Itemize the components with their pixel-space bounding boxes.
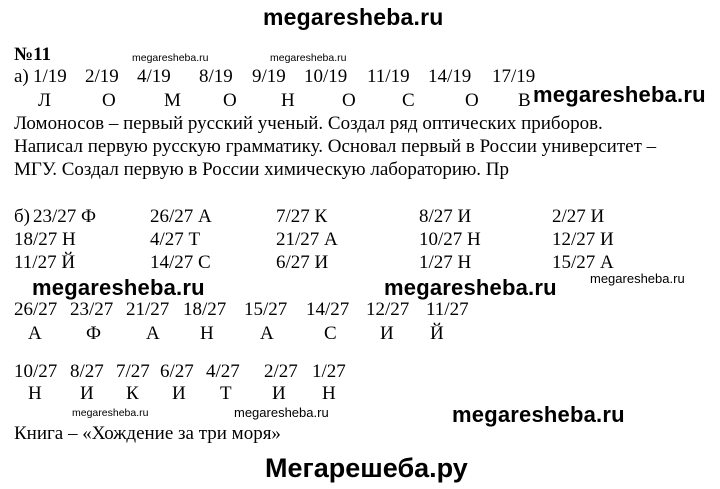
fraction: 17/19	[492, 66, 536, 87]
letter: О	[342, 90, 356, 111]
fraction: 2/27	[264, 361, 298, 382]
letter: И	[80, 383, 94, 404]
watermark-big: megaresheba.ru	[384, 275, 557, 300]
letter: А	[260, 323, 274, 344]
fraction: 23/27	[70, 299, 114, 320]
letter: И	[272, 383, 286, 404]
grid-cell: 12/27 И	[552, 229, 614, 250]
grid-cell: 23/27 Ф	[33, 206, 97, 227]
watermark-big: megaresheba.ru	[533, 82, 706, 107]
paragraph-line: МГУ. Создал первую в России химическую лабораторию. Пр	[14, 159, 509, 180]
footer-watermark: Мегарешеба.ру	[265, 453, 468, 483]
letter: Н	[200, 323, 214, 344]
letter: О	[223, 90, 237, 111]
fraction: 14/19	[428, 66, 472, 87]
fraction: 7/27	[116, 361, 150, 382]
watermark-mid: megaresheba.ru	[590, 271, 685, 286]
grid-cell: 2/27 И	[552, 206, 605, 227]
grid-cell: 18/27 Н	[14, 229, 76, 250]
fraction: 26/27	[14, 299, 58, 320]
fraction: 11/27	[426, 299, 469, 320]
fraction: 12/27	[366, 299, 410, 320]
grid-cell: 15/27 А	[552, 252, 614, 273]
letter: С	[324, 323, 337, 344]
letter: Т	[220, 383, 232, 404]
fraction: 4/19	[137, 66, 171, 87]
fraction: 2/19	[85, 66, 119, 87]
header-watermark: megaresheba.ru	[263, 4, 444, 30]
watermark-small: megaresheba.ru	[72, 407, 149, 419]
grid-cell: 26/27 А	[150, 206, 212, 227]
letter: О	[102, 90, 116, 111]
grid-cell: 14/27 С	[150, 252, 211, 273]
letter: К	[126, 383, 139, 404]
letter: Ф	[86, 323, 102, 344]
fraction: 8/19	[199, 66, 233, 87]
book-line: Книга – «Хождение за три моря»	[14, 423, 281, 444]
grid-cell: 6/27 И	[276, 252, 329, 273]
watermark-big: megaresheba.ru	[32, 275, 205, 300]
fraction: 18/27	[183, 299, 227, 320]
letter: Й	[430, 323, 444, 344]
letter: Н	[322, 383, 336, 404]
fraction: 15/27	[244, 299, 288, 320]
fraction: 8/27	[70, 361, 104, 382]
fraction: 14/27	[306, 299, 350, 320]
fraction: 10/19	[304, 66, 348, 87]
task-number: №11	[14, 44, 52, 65]
fraction: 10/27	[14, 361, 58, 382]
letter: О	[465, 90, 479, 111]
fraction: 1/27	[312, 361, 346, 382]
fraction: 4/27	[206, 361, 240, 382]
fraction: 9/19	[252, 66, 286, 87]
watermark-mid: megaresheba.ru	[234, 405, 329, 420]
paragraph-line: Написал первую русскую грамматику. Основал первый в России университет –	[14, 136, 657, 157]
watermark-big: megaresheba.ru	[452, 402, 625, 427]
grid-cell: 8/27 И	[419, 206, 472, 227]
grid-cell: 4/27 Т	[150, 229, 201, 250]
part-a-label: а)	[14, 66, 29, 87]
letter: С	[402, 90, 415, 111]
fraction: 21/27	[126, 299, 170, 320]
grid-cell: 21/27 А	[276, 229, 338, 250]
letter: И	[380, 323, 394, 344]
watermark-small: megaresheba.ru	[132, 52, 209, 64]
fraction: 6/27	[160, 361, 194, 382]
grid-cell: 1/27 Н	[419, 252, 472, 273]
grid-cell: 7/27 К	[276, 206, 328, 227]
letter: А	[28, 323, 42, 344]
letter: М	[164, 90, 181, 111]
letter: Л	[38, 90, 51, 111]
watermark-small: megaresheba.ru	[270, 52, 347, 64]
letter: Н	[28, 383, 42, 404]
letter: А	[146, 323, 160, 344]
letter: И	[172, 383, 186, 404]
letter: Н	[281, 90, 295, 111]
grid-cell: 11/27 Й	[14, 252, 76, 273]
letter: В	[518, 90, 531, 111]
fraction: 11/19	[367, 66, 410, 87]
part-b-label: б)	[14, 206, 30, 227]
fraction: 1/19	[33, 66, 67, 87]
paragraph-line: Ломоносов – первый русский ученый. Создал ряд оптических приборов.	[14, 113, 603, 134]
grid-cell: 10/27 Н	[419, 229, 481, 250]
